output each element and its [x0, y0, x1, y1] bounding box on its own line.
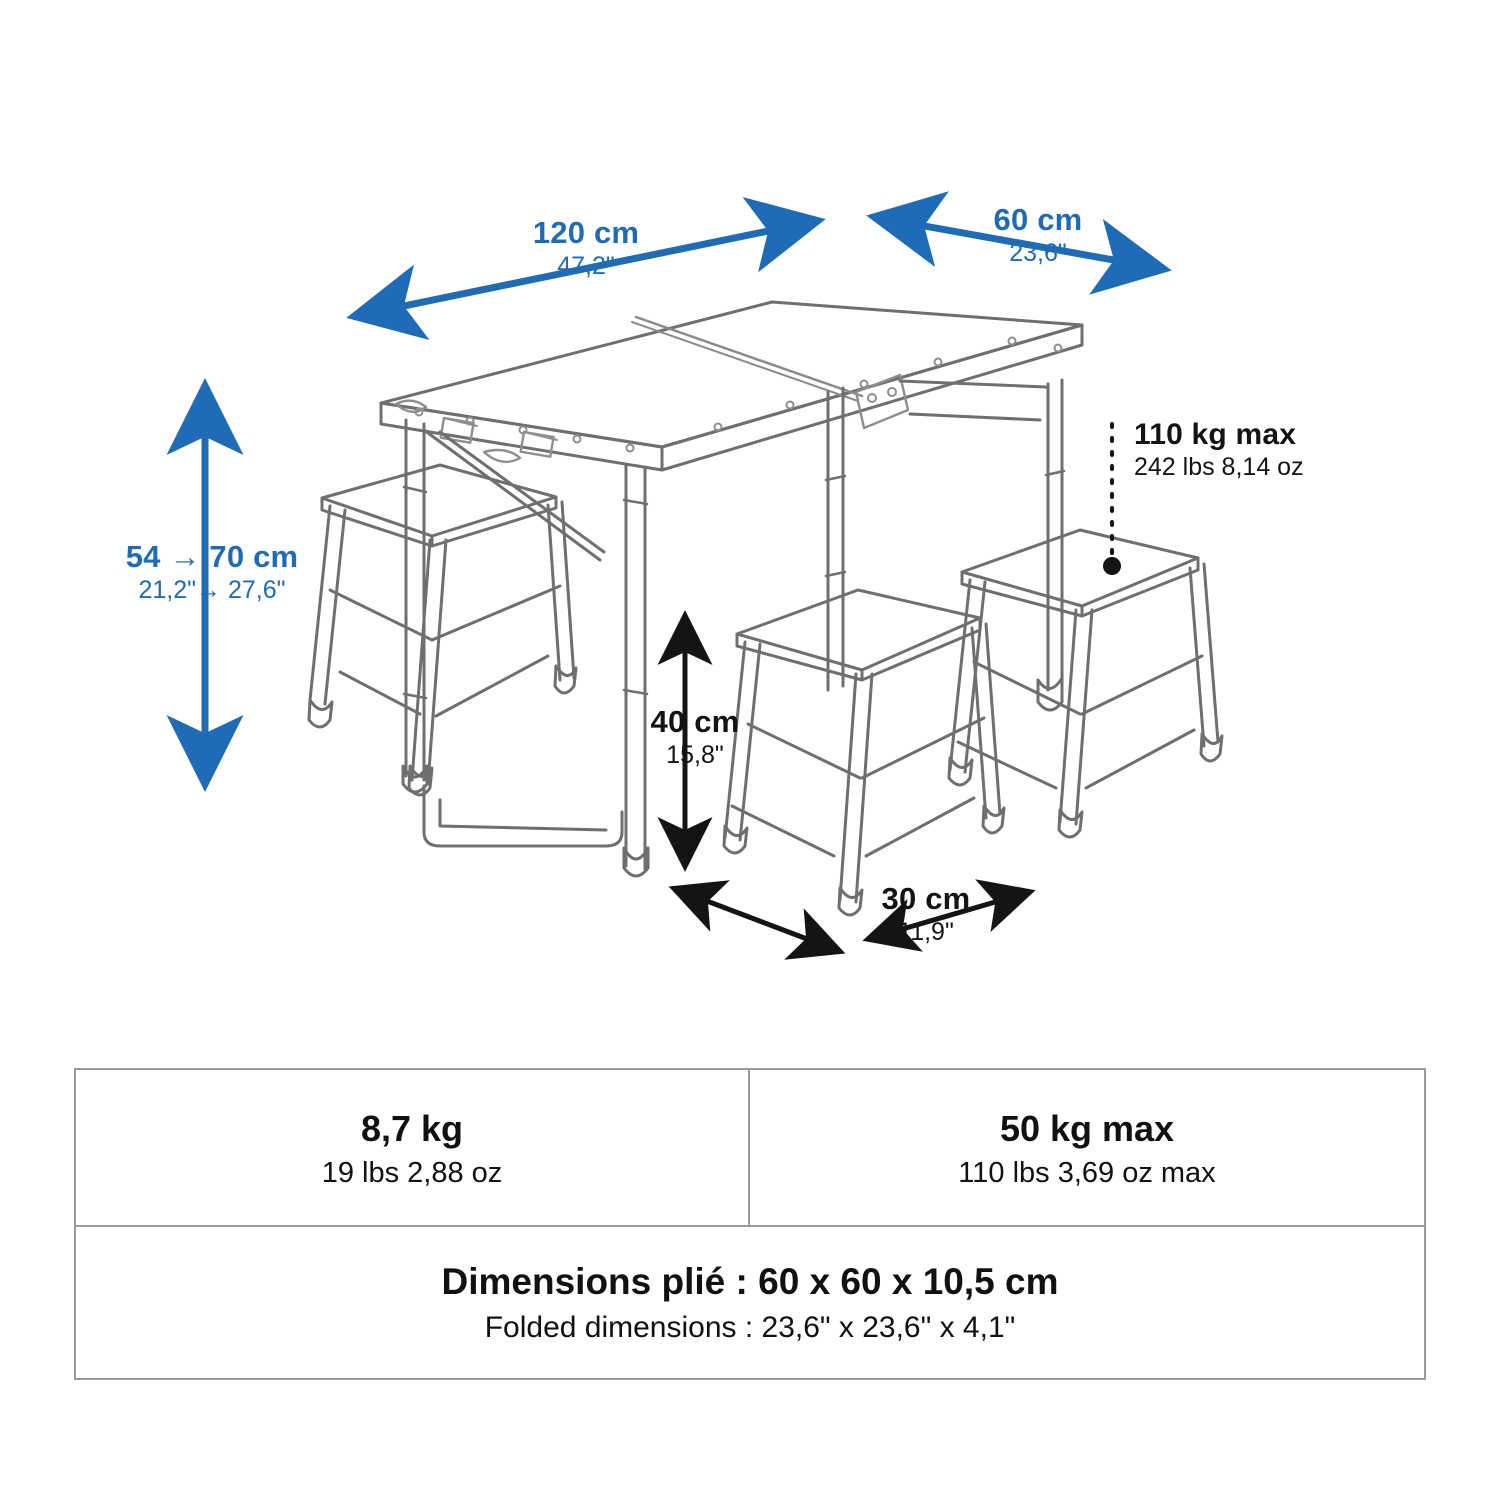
spec-cell-weight: 8,7 kg 19 lbs 2,88 oz — [76, 1070, 750, 1225]
dimension-leader-max-load — [1103, 424, 1121, 575]
dimension-label-depth: 60 cm 23,6" — [993, 202, 1083, 268]
stool-illustration-2 — [724, 590, 1004, 915]
dimension-label-seat-height: 40 cm 15,8" — [650, 704, 740, 770]
dimension-label-table-height: 54 → 70 cm 21,2"→ 27,6" — [125, 539, 299, 605]
stool-illustration-1 — [309, 465, 576, 795]
dimension-label-max-load: 110 kg max 242 lbs 8,14 oz — [1134, 418, 1304, 481]
table-row — [76, 1070, 1424, 1227]
specifications-table — [74, 1068, 1426, 1380]
table-row — [76, 1227, 1424, 1378]
dimension-label-seat-depth: 30 cm 11,9" — [881, 881, 971, 947]
spec-cell-table-max-load: 50 kg max 110 lbs 3,69 oz max — [958, 1108, 1216, 1190]
dimension-label-width: 120 cm 47,2" — [532, 215, 640, 281]
spec-cell-folded-dimensions: Dimensions plié : 60 x 60 x 10,5 cm Folded dimensions : 23,6" x 23,6" x 4,1" — [441, 1260, 1059, 1345]
